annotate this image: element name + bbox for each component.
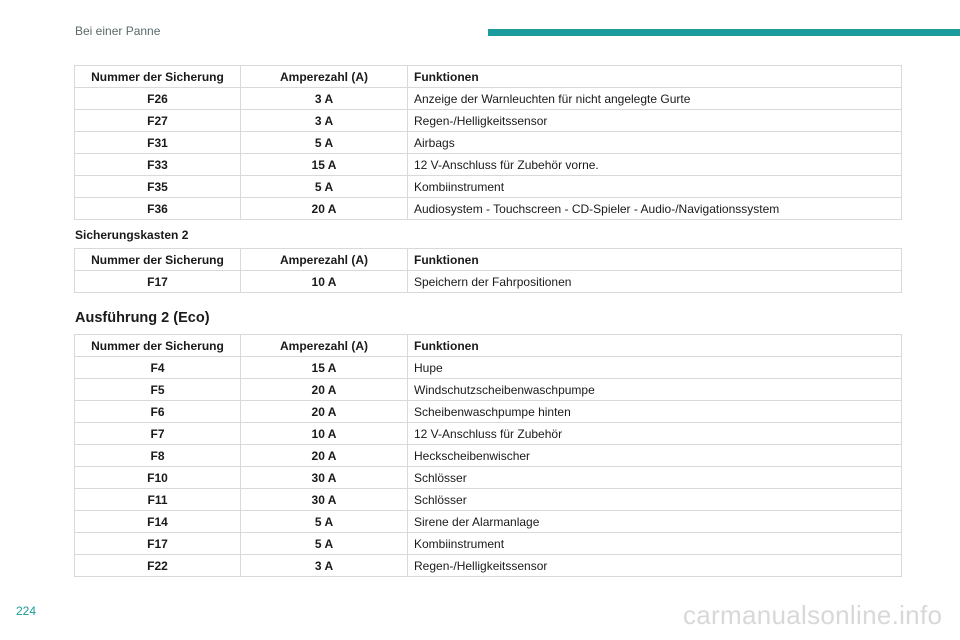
table-row bbox=[75, 198, 902, 220]
table-header-row bbox=[75, 66, 902, 88]
fuse-number-cell: F33 bbox=[75, 154, 241, 176]
column-header-amperage: Amperezahl (A) bbox=[241, 335, 408, 357]
fuse-number-cell: F5 bbox=[75, 379, 241, 401]
column-header-functions: Funktionen bbox=[408, 249, 902, 271]
function-cell: Sirene der Alarmanlage bbox=[408, 511, 902, 533]
fuse-number-cell: F27 bbox=[75, 110, 241, 132]
function-cell: Speichern der Fahrpositionen bbox=[408, 271, 902, 293]
amperage-cell: 10 A bbox=[241, 271, 408, 293]
fuse-number-cell: F22 bbox=[75, 555, 241, 577]
amperage-cell: 5 A bbox=[241, 132, 408, 154]
table-row bbox=[75, 154, 902, 176]
table-row bbox=[75, 401, 902, 423]
function-cell: Regen-/Helligkeitssensor bbox=[408, 555, 902, 577]
fuse-number-cell: F31 bbox=[75, 132, 241, 154]
fuse-number-cell: F14 bbox=[75, 511, 241, 533]
table-row bbox=[75, 555, 902, 577]
watermark: carmanualsonline.info bbox=[683, 600, 943, 630]
amperage-cell: 5 A bbox=[241, 511, 408, 533]
fuse-number-cell: F26 bbox=[75, 88, 241, 110]
fuse-table-1-body bbox=[75, 88, 902, 220]
table-row bbox=[75, 110, 902, 132]
amperage-cell: 5 A bbox=[241, 533, 408, 555]
amperage-cell: 3 A bbox=[241, 555, 408, 577]
fuse-number-cell: F6 bbox=[75, 401, 241, 423]
function-cell: Regen-/Helligkeitssensor bbox=[408, 110, 902, 132]
amperage-cell: 30 A bbox=[241, 489, 408, 511]
table-row bbox=[75, 467, 902, 489]
column-header-functions: Funktionen bbox=[408, 335, 902, 357]
page-number: 224 bbox=[16, 604, 37, 618]
fuse-number-cell: F4 bbox=[75, 357, 241, 379]
function-cell: Kombiinstrument bbox=[408, 533, 902, 555]
column-header-fuse: Nummer der Sicherung bbox=[75, 66, 241, 88]
fuse-table-2 bbox=[74, 248, 902, 293]
table-row bbox=[75, 423, 902, 445]
amperage-cell: 20 A bbox=[241, 379, 408, 401]
fuse-table-eco bbox=[74, 334, 902, 577]
fuse-number-cell: F17 bbox=[75, 271, 241, 293]
amperage-cell: 15 A bbox=[241, 154, 408, 176]
column-header-fuse: Nummer der Sicherung bbox=[75, 335, 241, 357]
column-header-amperage: Amperezahl (A) bbox=[241, 66, 408, 88]
amperage-cell: 20 A bbox=[241, 445, 408, 467]
table-row bbox=[75, 271, 902, 293]
amperage-cell: 20 A bbox=[241, 198, 408, 220]
table-row bbox=[75, 511, 902, 533]
fuse-table-1 bbox=[74, 65, 902, 220]
fuse-number-cell: F8 bbox=[75, 445, 241, 467]
table-header-row bbox=[75, 249, 902, 271]
fuse-number-cell: F11 bbox=[75, 489, 241, 511]
fuse-number-cell: F36 bbox=[75, 198, 241, 220]
function-cell: 12 V-Anschluss für Zubehör bbox=[408, 423, 902, 445]
table-row bbox=[75, 379, 902, 401]
table-row bbox=[75, 357, 902, 379]
fuse-number-cell: F35 bbox=[75, 176, 241, 198]
function-cell: Hupe bbox=[408, 357, 902, 379]
column-header-amperage: Amperezahl (A) bbox=[241, 249, 408, 271]
table-row bbox=[75, 88, 902, 110]
amperage-cell: 30 A bbox=[241, 467, 408, 489]
table-row bbox=[75, 489, 902, 511]
function-cell: Schlösser bbox=[408, 467, 902, 489]
header-accent-bar bbox=[488, 29, 960, 36]
fuse-box-2-label: Sicherungskasten 2 bbox=[75, 228, 189, 242]
function-cell: Heckscheibenwischer bbox=[408, 445, 902, 467]
table-header-row bbox=[75, 335, 902, 357]
column-header-fuse: Nummer der Sicherung bbox=[75, 249, 241, 271]
function-cell: Airbags bbox=[408, 132, 902, 154]
function-cell: Kombiinstrument bbox=[408, 176, 902, 198]
fuse-number-cell: F10 bbox=[75, 467, 241, 489]
amperage-cell: 20 A bbox=[241, 401, 408, 423]
table-row bbox=[75, 132, 902, 154]
table-row bbox=[75, 533, 902, 555]
section-heading-eco: Ausführung 2 (Eco) bbox=[75, 310, 210, 326]
column-header-functions: Funktionen bbox=[408, 66, 902, 88]
table-row bbox=[75, 176, 902, 198]
amperage-cell: 5 A bbox=[241, 176, 408, 198]
fuse-number-cell: F17 bbox=[75, 533, 241, 555]
fuse-table-2-body bbox=[75, 271, 902, 293]
function-cell: Scheibenwaschpumpe hinten bbox=[408, 401, 902, 423]
table-row bbox=[75, 445, 902, 467]
function-cell: Schlösser bbox=[408, 489, 902, 511]
function-cell: Anzeige der Warnleuchten für nicht angelegte Gurte bbox=[408, 88, 902, 110]
amperage-cell: 10 A bbox=[241, 423, 408, 445]
amperage-cell: 15 A bbox=[241, 357, 408, 379]
function-cell: Windschutzscheibenwaschpumpe bbox=[408, 379, 902, 401]
amperage-cell: 3 A bbox=[241, 88, 408, 110]
function-cell: 12 V-Anschluss für Zubehör vorne. bbox=[408, 154, 902, 176]
fuse-table-eco-body bbox=[75, 357, 902, 577]
running-header: Bei einer Panne bbox=[75, 24, 161, 38]
function-cell: Audiosystem - Touchscreen - CD-Spieler - Audio-/Navigationssystem bbox=[408, 198, 902, 220]
fuse-number-cell: F7 bbox=[75, 423, 241, 445]
amperage-cell: 3 A bbox=[241, 110, 408, 132]
